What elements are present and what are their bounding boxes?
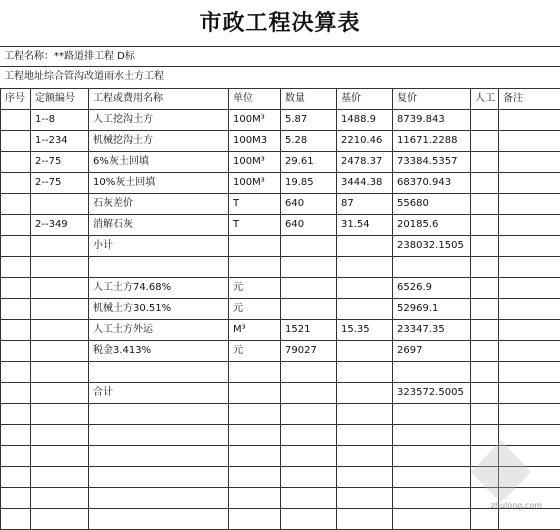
cell-remark — [499, 152, 560, 173]
cell-unit: 100M3 — [229, 131, 281, 152]
cell-remark — [499, 383, 560, 404]
cell-base-price: 15.35 — [337, 320, 393, 341]
cell-item-name — [89, 404, 229, 425]
cell-total-price — [393, 362, 471, 383]
table-row — [1, 320, 560, 341]
cell-total-price: 20185.6 — [393, 215, 471, 236]
cell-quantity — [281, 446, 337, 467]
cell-item-name — [89, 467, 229, 488]
cell-quantity: 5.28 — [281, 131, 337, 152]
cell-quantity: 640 — [281, 215, 337, 236]
cell-item-name: 人工土方外运 — [89, 320, 229, 341]
cell-seq — [1, 383, 31, 404]
cell-quantity — [281, 425, 337, 446]
cell-quantity: 1521 — [281, 320, 337, 341]
cell-unit — [229, 446, 281, 467]
cell-labor — [471, 131, 499, 152]
cell-unit: 元 — [229, 299, 281, 320]
cell-code — [31, 236, 89, 257]
cell-seq — [1, 215, 31, 236]
table-row — [1, 173, 560, 194]
cell-total-price: 55680 — [393, 194, 471, 215]
cell-base-price — [337, 362, 393, 383]
table-row — [1, 110, 560, 131]
cell-item-name — [89, 509, 229, 530]
cell-item-name: 石灰差价 — [89, 194, 229, 215]
cell-item-name: 人工挖沟土方 — [89, 110, 229, 131]
cell-labor — [471, 320, 499, 341]
cell-quantity — [281, 488, 337, 509]
cell-unit: 元 — [229, 278, 281, 299]
cell-base-price: 31.54 — [337, 215, 393, 236]
cell-labor — [471, 173, 499, 194]
cell-seq — [1, 341, 31, 362]
cell-code: 1--8 — [31, 110, 89, 131]
cell-seq — [1, 299, 31, 320]
cell-unit: T — [229, 215, 281, 236]
cell-remark — [499, 215, 560, 236]
cell-code — [31, 509, 89, 530]
cell-quantity — [281, 383, 337, 404]
cell-code: 2--75 — [31, 173, 89, 194]
cell-remark — [499, 257, 560, 278]
cell-quantity — [281, 236, 337, 257]
cell-seq — [1, 425, 31, 446]
cell-code — [31, 257, 89, 278]
cell-code: 1--234 — [31, 131, 89, 152]
cell-base-price — [337, 236, 393, 257]
header-quantity: 数量 — [281, 89, 337, 110]
cell-unit: M³ — [229, 320, 281, 341]
cell-seq — [1, 446, 31, 467]
cell-labor — [471, 404, 499, 425]
cell-total-price — [393, 509, 471, 530]
sheet-title: 市政工程决算表 — [0, 4, 560, 44]
cell-item-name: 机械土方30.51% — [89, 299, 229, 320]
watermark-text: zhulong.com — [491, 501, 542, 510]
cell-labor — [471, 299, 499, 320]
cell-quantity — [281, 404, 337, 425]
header-remark: 备注 — [499, 89, 560, 110]
cell-base-price — [337, 383, 393, 404]
cell-remark — [499, 362, 560, 383]
cell-unit — [229, 257, 281, 278]
header-unit: 单位 — [229, 89, 281, 110]
header-seq: 序号 — [1, 89, 31, 110]
cell-labor — [471, 110, 499, 131]
header-labor: 人工 — [471, 89, 499, 110]
cell-item-name: 10%灰土回填 — [89, 173, 229, 194]
cell-quantity: 5.87 — [281, 110, 337, 131]
cell-code — [31, 194, 89, 215]
cell-seq — [1, 131, 31, 152]
cell-code — [31, 446, 89, 467]
cell-seq — [1, 173, 31, 194]
cell-code — [31, 383, 89, 404]
project-location: 工程地址综合管沟改道雨水土方工程 — [0, 66, 560, 86]
cell-labor — [471, 257, 499, 278]
cell-quantity — [281, 257, 337, 278]
cell-labor — [471, 383, 499, 404]
cell-base-price — [337, 446, 393, 467]
cell-unit: 100M³ — [229, 173, 281, 194]
cell-remark — [499, 341, 560, 362]
cell-base-price — [337, 299, 393, 320]
cell-total-price: 2697 — [393, 341, 471, 362]
cell-total-price — [393, 404, 471, 425]
table-row — [1, 341, 560, 362]
header-item-name: 工程或费用名称 — [89, 89, 229, 110]
cell-base-price — [337, 488, 393, 509]
cell-base-price: 2210.46 — [337, 131, 393, 152]
cell-code — [31, 278, 89, 299]
cell-total-price: 323572.5005 — [393, 383, 471, 404]
cell-code — [31, 341, 89, 362]
header-row — [1, 89, 560, 110]
table-row — [1, 404, 560, 425]
cell-item-name: 机械挖沟土方 — [89, 131, 229, 152]
cell-total-price: 73384.5357 — [393, 152, 471, 173]
cell-seq — [1, 152, 31, 173]
cell-labor — [471, 362, 499, 383]
cell-base-price: 2478.37 — [337, 152, 393, 173]
cell-unit — [229, 362, 281, 383]
cell-code — [31, 467, 89, 488]
table-row — [1, 278, 560, 299]
cell-remark — [499, 299, 560, 320]
cell-base-price: 1488.9 — [337, 110, 393, 131]
cell-item-name — [89, 488, 229, 509]
cell-seq — [1, 257, 31, 278]
cell-quantity — [281, 299, 337, 320]
cell-total-price: 11671.2288 — [393, 131, 471, 152]
cell-base-price: 87 — [337, 194, 393, 215]
cell-unit — [229, 509, 281, 530]
cell-code — [31, 488, 89, 509]
cell-code — [31, 362, 89, 383]
cell-total-price: 68370.943 — [393, 173, 471, 194]
cell-unit — [229, 488, 281, 509]
cell-remark — [499, 173, 560, 194]
cell-seq — [1, 278, 31, 299]
cell-seq — [1, 488, 31, 509]
cell-unit — [229, 404, 281, 425]
cell-labor — [471, 215, 499, 236]
cell-base-price — [337, 404, 393, 425]
cell-labor — [471, 278, 499, 299]
cell-base-price: 3444.38 — [337, 173, 393, 194]
cell-total-price — [393, 257, 471, 278]
cell-seq — [1, 110, 31, 131]
cell-quantity — [281, 362, 337, 383]
cell-remark — [499, 509, 560, 530]
cell-unit — [229, 425, 281, 446]
table-row — [1, 257, 560, 278]
cell-item-name — [89, 446, 229, 467]
cell-labor — [471, 236, 499, 257]
header-base-price: 基价 — [337, 89, 393, 110]
cell-remark — [499, 404, 560, 425]
cell-item-name — [89, 362, 229, 383]
cell-code: 2--349 — [31, 215, 89, 236]
cell-item-name: 6%灰土回填 — [89, 152, 229, 173]
header-total-price: 复价 — [393, 89, 471, 110]
cell-unit: 100M³ — [229, 110, 281, 131]
table-row — [1, 383, 560, 404]
cell-unit — [229, 467, 281, 488]
cell-quantity: 29.61 — [281, 152, 337, 173]
cell-total-price: 52969.1 — [393, 299, 471, 320]
watermark-logo-icon — [456, 436, 546, 506]
cell-unit: T — [229, 194, 281, 215]
cell-code — [31, 299, 89, 320]
cell-unit: 100M³ — [229, 152, 281, 173]
cell-item-name — [89, 257, 229, 278]
cell-total-price: 8739.843 — [393, 110, 471, 131]
cell-base-price — [337, 278, 393, 299]
cell-code — [31, 425, 89, 446]
cell-item-name: 消解石灰 — [89, 215, 229, 236]
cell-seq — [1, 509, 31, 530]
cell-labor — [471, 152, 499, 173]
cell-labor — [471, 194, 499, 215]
table-row — [1, 362, 560, 383]
cell-item-name: 小计 — [89, 236, 229, 257]
cell-base-price — [337, 341, 393, 362]
cell-quantity: 640 — [281, 194, 337, 215]
table-row — [1, 194, 560, 215]
cell-total-price: 23347.35 — [393, 320, 471, 341]
cell-quantity: 79027 — [281, 341, 337, 362]
cell-quantity — [281, 278, 337, 299]
cell-code: 2--75 — [31, 152, 89, 173]
header-code: 定额编号 — [31, 89, 89, 110]
cell-seq — [1, 194, 31, 215]
table-row — [1, 236, 560, 257]
table-row — [1, 215, 560, 236]
cell-seq — [1, 320, 31, 341]
cell-code — [31, 320, 89, 341]
cell-quantity — [281, 509, 337, 530]
cell-item-name — [89, 425, 229, 446]
cell-unit — [229, 383, 281, 404]
cell-quantity: 19.85 — [281, 173, 337, 194]
cell-seq — [1, 236, 31, 257]
cell-quantity — [281, 467, 337, 488]
table-row — [1, 299, 560, 320]
cell-total-price: 238032.1505 — [393, 236, 471, 257]
cell-unit — [229, 236, 281, 257]
cell-remark — [499, 236, 560, 257]
cell-labor — [471, 341, 499, 362]
cell-seq — [1, 467, 31, 488]
cell-code — [31, 404, 89, 425]
cell-unit: 元 — [229, 341, 281, 362]
cell-base-price — [337, 425, 393, 446]
cell-base-price — [337, 509, 393, 530]
cell-seq — [1, 362, 31, 383]
cell-base-price — [337, 257, 393, 278]
project-name: 工程名称：**路道排工程 D标 — [0, 46, 560, 66]
cell-item-name: 合计 — [89, 383, 229, 404]
cell-seq — [1, 404, 31, 425]
cell-remark — [499, 278, 560, 299]
cell-item-name: 人工土方74.68% — [89, 278, 229, 299]
table-row — [1, 509, 560, 530]
cell-total-price: 6526.9 — [393, 278, 471, 299]
cell-labor — [471, 509, 499, 530]
table-row — [1, 152, 560, 173]
cell-base-price — [337, 467, 393, 488]
table-row — [1, 131, 560, 152]
cell-remark — [499, 110, 560, 131]
cell-remark — [499, 194, 560, 215]
cell-item-name: 税金3.413% — [89, 341, 229, 362]
cell-remark — [499, 320, 560, 341]
cell-remark — [499, 131, 560, 152]
